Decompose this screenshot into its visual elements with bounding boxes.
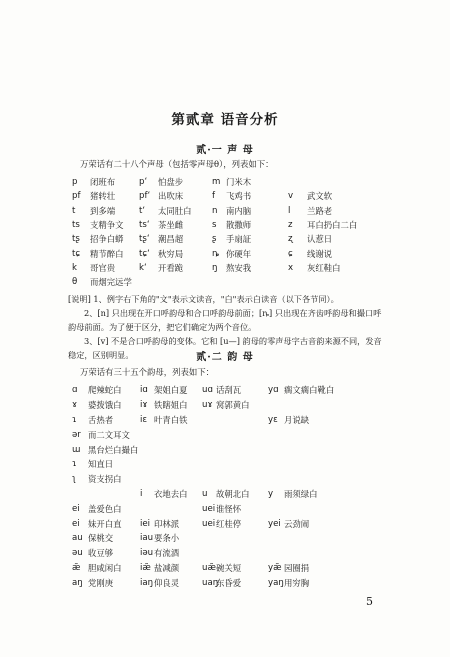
final-examples: 黑台烂白撮白 (88, 444, 139, 455)
initial-examples: 线谢说 (307, 248, 333, 259)
initial-examples: 潮昌超 (158, 234, 184, 245)
final-examples: 红桂停 (216, 518, 242, 529)
final-examples: 妹开白直 (88, 518, 122, 529)
initial-examples (307, 275, 394, 289)
final-examples: 东昏爱 (216, 577, 242, 588)
final-symbol (72, 487, 88, 502)
final-examples (154, 442, 202, 457)
final-symbol: yɛ (268, 414, 278, 425)
initial-symbol: f (212, 191, 216, 202)
final-examples (284, 442, 394, 457)
final-examples: 收豆够 (88, 548, 114, 559)
final-symbol (268, 457, 284, 472)
initial-examples: 出吹床 (158, 191, 184, 202)
final-symbol: ɤ (72, 400, 78, 411)
initial-examples: 怕盘步 (158, 177, 184, 188)
initial-symbol: tʂʻ (139, 234, 150, 245)
final-examples (154, 427, 202, 442)
initial-examples: 门米木 (226, 177, 252, 188)
final-symbol: ʅ (72, 474, 76, 485)
initial-examples: 茶坐雌 (158, 220, 184, 231)
initial-examples: 到多端 (90, 205, 116, 216)
initial-symbol (288, 175, 307, 189)
initial-symbol: p (72, 177, 78, 188)
initial-symbol (288, 275, 307, 289)
final-symbol: i (140, 488, 143, 499)
final-symbol: æ̃ (72, 562, 81, 573)
initial-symbol: pʻ (139, 177, 148, 188)
final-symbol: əu (72, 548, 83, 559)
initial-examples: 兰路老 (307, 205, 333, 216)
final-symbol: uaŋ (202, 577, 219, 588)
final-examples (154, 457, 202, 472)
initial-symbol: ŋ (212, 262, 218, 273)
final-examples: 架姐白夏 (154, 385, 188, 396)
initial-examples: 手扇証 (226, 234, 252, 245)
final-symbol: y (268, 488, 274, 499)
note-3: 3、[v] 不是合口呼韵母的变体。它和 [u—] 韵母的零声母字古音韵来源不同，发音稳定，区别明显。 (68, 336, 382, 360)
initial-examples (158, 275, 212, 289)
initial-examples: 招争白蟒 (90, 234, 124, 245)
initial-examples: 灰红鞋白 (307, 262, 341, 273)
initial-examples: 散撒师 (226, 220, 252, 231)
initial-symbol: pfʻ (139, 191, 151, 202)
final-examples: 盖爱色白 (88, 503, 122, 514)
final-symbol (268, 501, 284, 516)
initial-symbol: ɕ (288, 248, 293, 259)
initial-examples: 太同肚白 (158, 205, 192, 216)
final-examples: 话刮瓦 (216, 385, 242, 396)
final-examples (216, 546, 268, 561)
final-examples: 保桃交 (88, 533, 114, 544)
final-symbol: iɛ (140, 414, 148, 425)
final-examples (216, 472, 268, 487)
final-examples: 爬辣蛇白 (88, 385, 122, 396)
initial-examples (226, 275, 288, 289)
final-symbol (140, 427, 154, 442)
final-examples (154, 501, 202, 516)
final-symbol (202, 472, 216, 487)
initial-symbol: z (288, 220, 293, 231)
final-symbol: uæ̃ (202, 562, 216, 573)
final-examples: 仰良灵 (154, 577, 180, 588)
initial-symbol: ʐ (288, 234, 293, 245)
final-symbol: uei (202, 518, 216, 529)
page-number: 5 (366, 595, 373, 608)
final-examples (216, 457, 268, 472)
initial-examples: 精节醉白 (90, 248, 124, 259)
final-examples: 衣地去白 (154, 488, 188, 499)
initial-examples: 秋穷局 (158, 248, 184, 259)
final-examples: 资支拐白 (88, 474, 122, 485)
final-symbol: iəu (140, 548, 154, 559)
final-examples: 故朝北白 (216, 488, 250, 499)
final-examples (284, 457, 394, 472)
final-symbol (140, 457, 154, 472)
initial-symbol: n (212, 205, 218, 216)
final-examples: 婆拨饿白 (88, 400, 122, 411)
initial-examples: 而烟完远学 (90, 277, 132, 288)
initial-examples: 南内脑 (226, 205, 252, 216)
initial-symbol: tɕ (72, 248, 81, 259)
initial-examples: 支精争文 (90, 220, 124, 231)
initial-examples: 哥官贵 (90, 262, 116, 273)
initial-symbol: kʻ (139, 262, 147, 273)
final-symbol: iæ̃ (140, 562, 151, 573)
final-examples: 雨须绿白 (284, 488, 318, 499)
final-examples: 要条小 (154, 533, 180, 544)
final-examples: 知直日 (88, 459, 114, 470)
final-examples (216, 531, 268, 546)
initial-symbol: s (212, 220, 217, 231)
final-symbol (140, 501, 154, 516)
final-symbol (202, 457, 216, 472)
final-examples: 窝郭黄白 (216, 400, 250, 411)
final-examples (88, 487, 140, 502)
final-examples (284, 472, 394, 487)
final-examples: 盐减颜 (154, 562, 180, 573)
initial-examples (307, 175, 394, 189)
final-symbol (140, 442, 154, 457)
initial-examples: 飞鸡书 (226, 191, 252, 202)
final-examples: 谁怪怀 (216, 503, 242, 514)
final-examples: 舌热者 (88, 414, 114, 425)
final-examples (284, 546, 394, 561)
final-symbol: yɑ (268, 385, 279, 396)
final-symbol (268, 398, 284, 413)
finals-intro: 万荣话有三十五个韵母，列表如下： (80, 367, 214, 377)
final-symbol: ɯ (72, 444, 81, 455)
final-examples: 有流酒 (154, 548, 180, 559)
final-symbol: iau (140, 533, 154, 544)
initial-symbol: tʂ (72, 234, 80, 245)
final-symbol (268, 546, 284, 561)
initial-examples: 武文软 (307, 191, 333, 202)
final-symbol: iei (140, 518, 151, 529)
final-examples: 铁瞎姐白 (154, 400, 188, 411)
final-examples (154, 472, 202, 487)
final-symbol (202, 546, 216, 561)
initial-symbol: v (288, 191, 294, 202)
initials-intro: 万荣话有二十八个声母（包括零声母θ），列表如下： (80, 159, 274, 169)
final-examples: 园圈捐 (284, 562, 310, 573)
final-examples: 叶青白铁 (154, 414, 188, 425)
final-examples: 月说缺 (284, 414, 310, 425)
initial-symbol: ts (72, 220, 80, 231)
note-2: 2、[n] 只出现在开口呼韵母和合口呼韵母前面；[ȵ] 只出现在齐齿呼韵母和撮口呼韵母前面。为了便于区分，把它们确定为两个音位。 (68, 308, 382, 332)
final-symbol (268, 472, 284, 487)
initial-symbol: l (288, 205, 291, 216)
initials-table (72, 175, 394, 289)
note-1: [说明] 1、例字右下角的"文"表示文读音，"白"表示白读音（以下各节同）。 (68, 294, 339, 304)
final-examples (216, 442, 268, 457)
final-examples (216, 427, 268, 442)
final-symbol: yei (268, 518, 281, 529)
final-symbol (268, 531, 284, 546)
final-examples: 云劲闹 (284, 518, 310, 529)
final-symbol: ɑ (72, 385, 78, 396)
final-symbol: iɑ (140, 385, 148, 396)
final-symbol: uɤ (202, 400, 213, 411)
initial-symbol: t (72, 205, 76, 216)
final-examples (216, 413, 268, 428)
final-symbol: ɿ (72, 459, 77, 470)
final-symbol (140, 472, 154, 487)
final-examples (284, 398, 394, 413)
initial-examples: 你硬年 (226, 248, 252, 259)
final-symbol: au (72, 533, 83, 544)
final-symbol (268, 442, 284, 457)
final-symbol: iaŋ (140, 577, 154, 588)
final-examples: 党刚庚 (88, 577, 114, 588)
initial-symbol (212, 275, 226, 289)
final-examples: 而二文耳文 (88, 429, 130, 440)
finals-table (72, 383, 394, 590)
final-examples (284, 501, 394, 516)
final-symbol (202, 442, 216, 457)
chapter-title: 第贰章 语音分析 (171, 112, 279, 128)
final-symbol: aŋ (72, 577, 83, 588)
initial-examples: 猪转壮 (90, 191, 116, 202)
initial-symbol: ȵ (212, 248, 220, 259)
initial-examples: 熬安我 (226, 262, 252, 273)
final-symbol: u (202, 488, 208, 499)
finals-section-title: 贰·二 韵 母 (196, 352, 254, 363)
initial-symbol: tʻ (139, 205, 146, 216)
final-symbol: uɑ (202, 385, 213, 396)
initial-symbol: tɕʻ (139, 248, 150, 259)
final-examples: 印林派 (154, 518, 180, 529)
initial-symbol: m (212, 177, 221, 188)
final-symbol: ei (72, 503, 80, 514)
initial-examples: 闭班布 (90, 177, 116, 188)
final-symbol: ɿ (72, 414, 77, 425)
final-symbol (202, 427, 216, 442)
final-symbol: ər (72, 429, 81, 440)
initial-symbol: tsʻ (139, 220, 150, 231)
final-symbol: yæ̃ (268, 562, 282, 573)
initial-examples: 认惹日 (307, 234, 333, 245)
final-symbol: yaŋ (268, 577, 284, 588)
final-examples: 碗关短 (216, 562, 242, 573)
final-examples: 胆咸闲白 (88, 562, 122, 573)
final-symbol: uei (202, 503, 216, 514)
initial-symbol: x (288, 262, 294, 273)
final-examples (284, 531, 394, 546)
final-symbol: ei (72, 518, 80, 529)
initial-symbol (139, 275, 158, 289)
final-symbol (268, 427, 284, 442)
final-examples: 用穷胸 (284, 577, 310, 588)
initials-section-title: 贰·一 声 母 (196, 145, 254, 156)
final-symbol: iɤ (140, 400, 148, 411)
initial-symbol: k (72, 262, 77, 273)
initial-symbol: θ (72, 277, 78, 288)
initial-examples: 开看跪 (158, 262, 184, 273)
final-symbol (202, 413, 216, 428)
final-examples (284, 427, 394, 442)
initial-symbol: ʂ (212, 234, 217, 245)
final-symbol (202, 531, 216, 546)
initial-symbol: pf (72, 191, 81, 202)
initial-examples: 耳白扔白二白 (307, 220, 358, 231)
final-examples: 瘸文瘸白靴白 (284, 385, 335, 396)
